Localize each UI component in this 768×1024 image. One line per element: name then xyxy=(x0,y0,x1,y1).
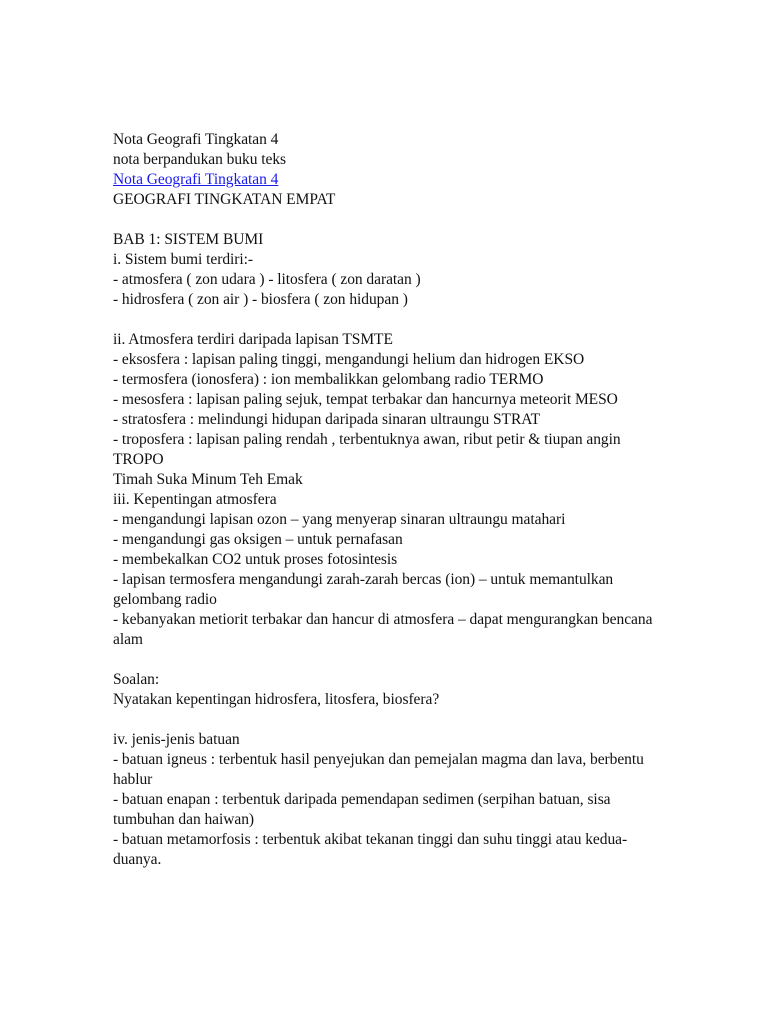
section-heading: GEOGRAFI TINGKATAN EMPAT xyxy=(113,191,336,208)
list-item: - troposfera : lapisan paling rendah , terbentuknya awan, ribut petir & tiupan angin TROPO xyxy=(113,431,621,468)
subsection-heading-3: iii. Kepentingan atmosfera xyxy=(113,491,277,508)
spacer xyxy=(113,650,673,670)
list-item: - mengandungi gas oksigen – untuk pernafasan xyxy=(113,531,403,548)
spacer xyxy=(113,210,673,230)
subsection-heading-1: i. Sistem bumi terdiri:- xyxy=(113,251,254,268)
list-item: - eksosfera : lapisan paling tinggi, mengandungi helium dan hidrogen EKSO xyxy=(113,351,585,368)
document-page xyxy=(113,130,673,870)
chapter-title: BAB 1: SISTEM BUMI xyxy=(113,231,264,248)
list-item: - kebanyakan metiorit terbakar dan hancur di atmosfera – dapat mengurangkan bencana alam xyxy=(113,611,653,648)
list-item: - hidrosfera ( zon air ) - biosfera ( zon hidupan ) xyxy=(113,291,408,308)
list-item: - stratosfera : melindungi hidupan daripada sinaran ultraungu STRAT xyxy=(113,411,541,428)
question-label: Soalan: xyxy=(113,671,160,688)
list-item: - membekalkan CO2 untuk proses fotosintesis xyxy=(113,551,398,568)
list-item: - lapisan termosfera mengandungi zarah-zarah bercas (ion) – untuk memantulkan gelombang radio xyxy=(113,571,614,608)
question-text: Nyatakan kepentingan hidrosfera, litosfera, biosfera? xyxy=(113,691,440,708)
mnemonic-text: Timah Suka Minum Teh Emak xyxy=(113,471,303,488)
subsection-heading-4: iv. jenis-jenis batuan xyxy=(113,731,240,748)
list-item: - mengandungi lapisan ozon – yang menyerap sinaran ultraungu matahari xyxy=(113,511,566,528)
list-item: - atmosfera ( zon udara ) - litosfera ( zon daratan ) xyxy=(113,271,421,288)
list-item: - batuan igneus : terbentuk hasil penyejukan dan pemejalan magma dan lava, berbentu hablur xyxy=(113,751,644,788)
list-item: - termosfera (ionosfera) : ion membalikkan gelombang radio TERMO xyxy=(113,371,544,388)
doc-title: Nota Geografi Tingkatan 4 xyxy=(113,131,279,148)
doc-subtitle: nota berpandukan buku teks xyxy=(113,151,287,168)
title-link[interactable]: Nota Geografi Tingkatan 4 xyxy=(113,171,279,188)
spacer xyxy=(113,710,673,730)
list-item: - batuan metamorfosis : terbentuk akibat tekanan tinggi dan suhu tinggi atau kedua-duanya. xyxy=(113,831,628,868)
list-item: - mesosfera : lapisan paling sejuk, tempat terbakar dan hancurnya meteorit MESO xyxy=(113,391,618,408)
subsection-heading-2: ii. Atmosfera terdiri daripada lapisan TSMTE xyxy=(113,331,393,348)
spacer xyxy=(113,310,673,330)
list-item: - batuan enapan : terbentuk daripada pemendapan sedimen (serpihan batuan, sisa tumbuhan dan haiwan) xyxy=(113,791,611,828)
